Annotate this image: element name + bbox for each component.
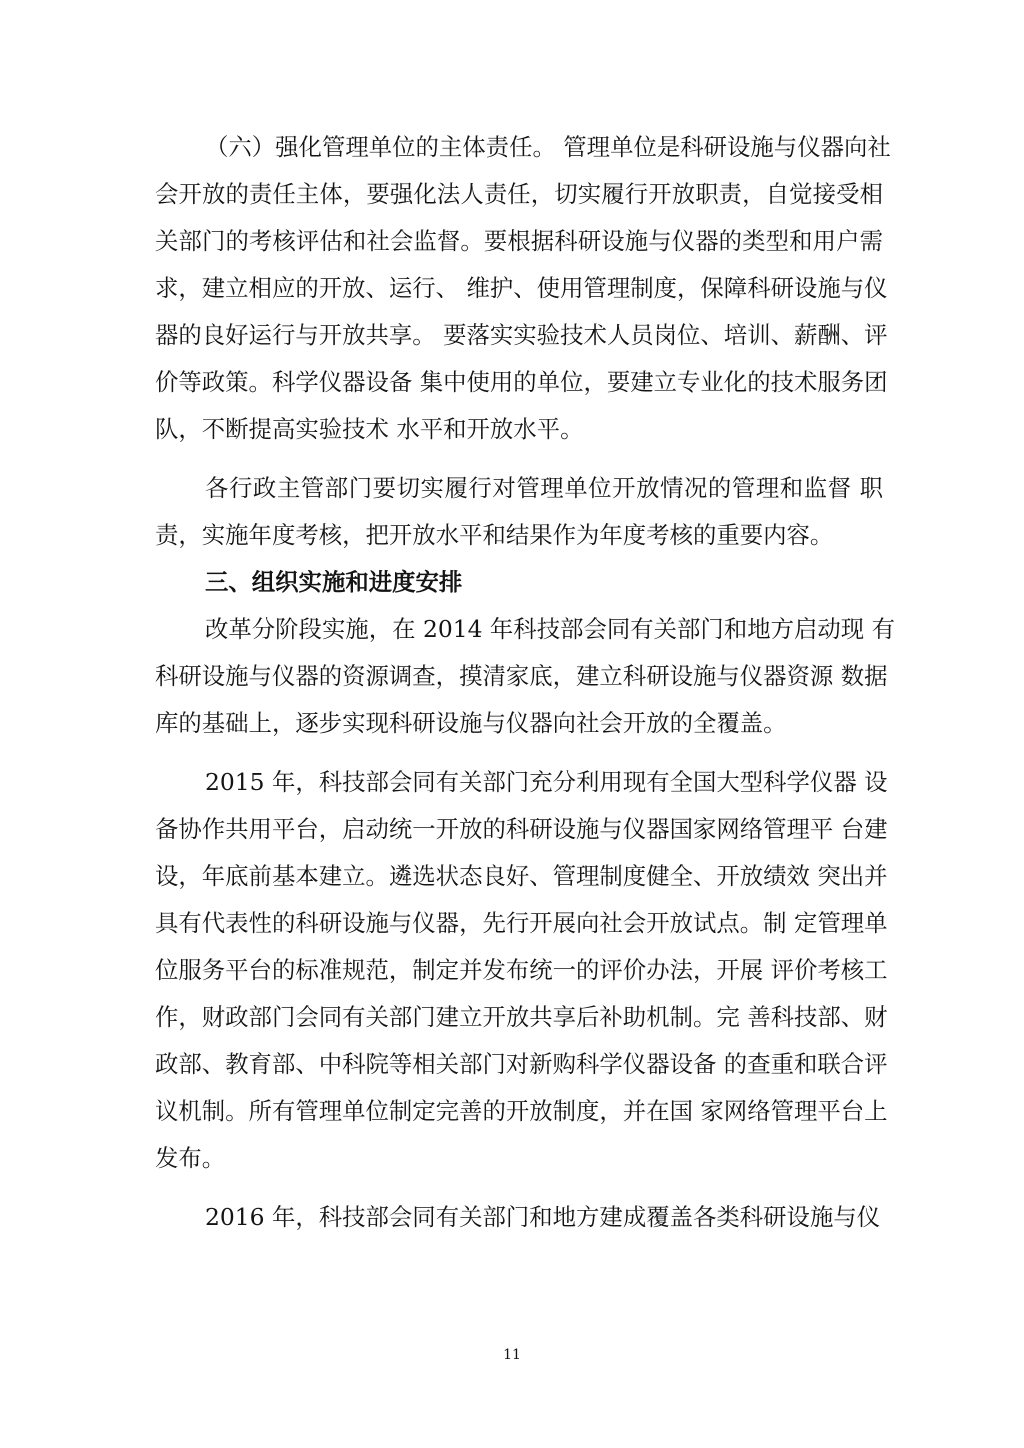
paragraph-line: 库的基础上，逐步实现科研设施与仪器向社会开放的全覆盖。	[155, 709, 787, 737]
paragraph-line: 具有代表性的科研设施与仪器，先行开展向社会开放试点。制 定管理单	[155, 909, 888, 937]
paragraph-line: 议机制。所有管理单位制定完善的开放制度，并在国 家网络管理平台上	[155, 1097, 888, 1125]
paragraph-line: 各行政主管部门要切实履行对管理单位开放情况的管理和监督 职	[205, 474, 883, 502]
paragraph-line: 器的良好运行与开放共享。 要落实实验技术人员岗位、培训、薪酬、评	[155, 321, 888, 349]
paragraph-2015-plan	[155, 759, 888, 1182]
document-body	[155, 124, 895, 1241]
page-number: 11	[503, 1347, 521, 1363]
paragraph-phased-implementation	[155, 606, 895, 747]
paragraph-line: 科研设施与仪器的资源调查，摸清家底，建立科研设施与仪器资源 数据	[155, 662, 888, 690]
section-heading	[155, 559, 883, 606]
paragraph-line: 位服务平台的标准规范，制定并发布统一的评价办法，开展 评价考核工	[155, 956, 888, 984]
paragraph-line: 设，年底前基本建立。遴选状态良好、管理制度健全、开放绩效 突出并	[155, 862, 888, 890]
paragraph-line: 发布。	[155, 1144, 226, 1172]
paragraph-line: 作，财政部门会同有关部门建立开放共享后补助机制。完 善科技部、财	[155, 1003, 888, 1031]
paragraph-line: 队，不断提高实验技术 水平和开放水平。	[155, 415, 584, 443]
section-heading-text: 三、组织实施和进度安排	[205, 568, 463, 596]
paragraph-line: （六）强化管理单位的主体责任。 管理单位是科研设施与仪器向社	[205, 133, 891, 161]
paragraph-line: 会开放的责任主体，要强化法人责任，切实履行开放职责，自觉接受相	[155, 180, 883, 208]
paragraph-line: 改革分阶段实施，在 2014 年科技部会同有关部门和地方启动现 有	[205, 615, 895, 643]
paragraph-line: 2016 年，科技部会同有关部门和地方建成覆盖各类科研设施与仪	[205, 1203, 881, 1231]
paragraph-line: 关部门的考核评估和社会监督。要根据科研设施与仪器的类型和用户需	[155, 227, 883, 255]
paragraph-line: 2015 年，科技部会同有关部门充分利用现有全国大型科学仪器 设	[205, 768, 888, 796]
paragraph-management-responsibility	[155, 124, 891, 453]
paragraph-line: 备协作共用平台，启动统一开放的科研设施与仪器国家网络管理平 台建	[155, 815, 888, 843]
paragraph-line: 政部、教育部、中科院等相关部门对新购科学仪器设备 的查重和联合评	[155, 1050, 888, 1078]
paragraph-2016-plan	[155, 1194, 883, 1241]
paragraph-line: 价等政策。科学仪器设备 集中使用的单位，要建立专业化的技术服务团	[155, 368, 888, 396]
paragraph-supervision	[155, 465, 883, 559]
paragraph-line: 求，建立相应的开放、运行、 维护、使用管理制度，保障科研设施与仪	[155, 274, 888, 302]
paragraph-line: 责，实施年度考核，把开放水平和结果作为年度考核的重要内容。	[155, 521, 834, 549]
